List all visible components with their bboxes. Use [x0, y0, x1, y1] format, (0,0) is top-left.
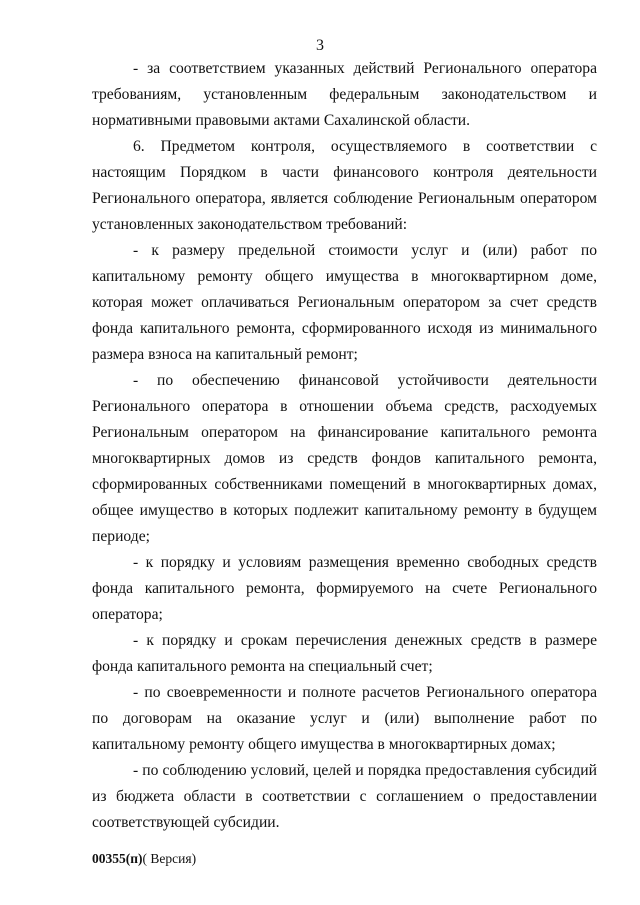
paragraph-financial-stability: - по обеспечению финансовой устойчивости деятельности Регионального оператора в отношении объема средств, расходуемых Региональным оператором на финансирование капитального ремонта многоквартирных домов из средств фондов капитального ремонта, сформированных собственниками помещений в многоквартирных домах, общее имущество в которых подлежит капитальному ремонту в будущем периоде; — [92, 372, 597, 545]
page-number: 3 — [316, 37, 324, 54]
paragraph-item-6-control-subject: 6. Предметом контроля, осуществляемого в соответствии с настоящим Порядком в части финансового контроля деятельности Регионального оператора, является соблюдение Региональным оператором установленных законодательством требований: — [92, 138, 597, 233]
document-version: ( Версия) — [142, 851, 197, 866]
paragraph-subsidies: - по соблюдению условий, целей и порядка предоставления субсидий из бюджета области в соответствии с соглашением о предоставлении соответствующей субсидии. — [92, 762, 597, 831]
document-body — [92, 56, 597, 836]
paragraph-cost-limit: - к размеру предельной стоимости услуг и (или) работ по капитальному ремонту общего имущества в многоквартирном доме, которая может оплачиваться Региональным оператором за счет средств фонда капитального ремонта, сформированного исходя из минимального размера взноса на капитальный ремонт; — [92, 242, 597, 363]
paragraph-requirements-compliance: - за соответствием указанных действий Регионального оператора требованиям, установленным федеральным законодательством и нормативными правовыми актами Сахалинской области. — [92, 60, 597, 129]
paragraph-transfer-terms: - к порядку и срокам перечисления денежных средств в размере фонда капитального ремонта на специальный счет; — [92, 632, 597, 675]
document-footer — [92, 850, 196, 868]
document-code: 00355(п) — [92, 851, 143, 866]
paragraph-free-funds-placement: - к порядку и условиям размещения временно свободных средств фонда капитального ремонта, формируемого на счете Регионального оператора; — [92, 554, 597, 623]
paragraph-settlements: - по своевременности и полноте расчетов Регионального оператора по договорам на оказание услуг и (или) выполнение работ по капитальному ремонту общего имущества в многоквартирных домах; — [92, 684, 597, 753]
